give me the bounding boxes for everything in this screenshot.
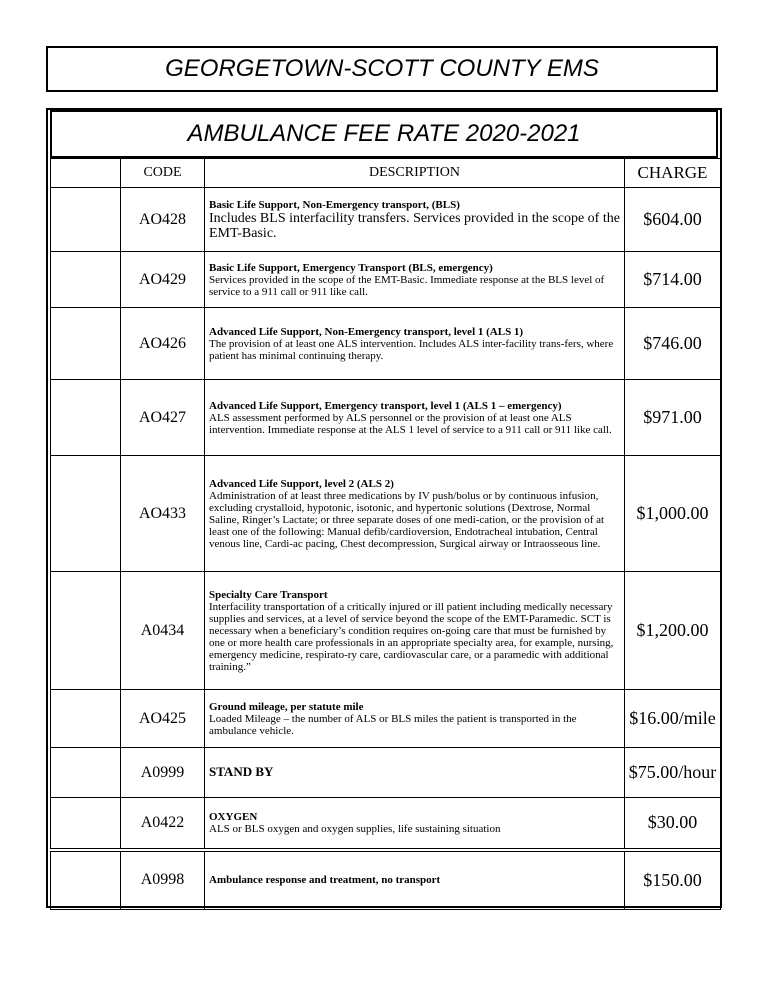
description-heading: Advanced Life Support, Emergency transport, level 1 (ALS 1 – emergency) <box>209 399 562 412</box>
description-cell <box>205 188 625 252</box>
code-cell: AO429 <box>121 252 205 308</box>
charge-cell: $1,000.00 <box>625 456 721 572</box>
charge-cell: $746.00 <box>625 308 721 380</box>
blank-cell <box>51 188 121 252</box>
description-heading: Basic Life Support, Emergency Transport (BLS, emergency) <box>209 261 493 274</box>
code-cell: AO433 <box>121 456 205 572</box>
blank-cell <box>51 572 121 690</box>
code-cell: A0999 <box>121 748 205 798</box>
table-row <box>51 850 721 910</box>
table-row <box>51 456 721 572</box>
charge-cell: $150.00 <box>625 850 721 910</box>
fee-table-frame <box>46 108 722 908</box>
charge-header: CHARGE <box>625 159 721 188</box>
description-cell <box>205 380 625 456</box>
table-row <box>51 748 721 798</box>
description-body: ALS or BLS oxygen and oxygen supplies, life sustaining situation <box>209 822 501 835</box>
description-heading: Ground mileage, per statute mile <box>209 700 364 713</box>
table-row <box>51 308 721 380</box>
description-heading: Ambulance response and treatment, no transport <box>209 874 441 887</box>
blank-header-cell <box>51 159 121 188</box>
blank-cell <box>51 308 121 380</box>
charge-cell: $604.00 <box>625 188 721 252</box>
description-cell <box>205 748 625 798</box>
code-cell: A0434 <box>121 572 205 690</box>
header-row <box>51 159 721 188</box>
description-cell <box>205 456 625 572</box>
charge-cell: $16.00/mile <box>625 690 721 748</box>
blank-cell <box>51 748 121 798</box>
description-body: Interfacility transportation of a critically injured or ill patient including medically necessary supplies and services, at a level of service beyond the scope of the EMT-Paramedic. SCT is necessary when a beneficiary’s condition requires on-going care that must be furnished by one or more health care professionals in an appropriate specialty area, for example, nursing, emergency medicine, respirato-ry care, cardiovascular care, or a paramedic with additional training.” <box>209 600 614 673</box>
charge-cell: $30.00 <box>625 798 721 850</box>
code-cell: A0422 <box>121 798 205 850</box>
table-row <box>51 572 721 690</box>
description-cell <box>205 690 625 748</box>
fee-table <box>50 158 721 910</box>
blank-cell <box>51 690 121 748</box>
table-row <box>51 798 721 850</box>
description-heading: Advanced Life Support, level 2 (ALS 2) <box>209 477 394 490</box>
description-cell <box>205 798 625 850</box>
description-body: Services provided in the scope of the EMT-Basic. Immediate response at the BLS level of service to a 911 call or 911 like call. <box>209 273 605 298</box>
table-row <box>51 188 721 252</box>
description-heading: Advanced Life Support, Non-Emergency transport, level 1 (ALS 1) <box>209 325 524 338</box>
description-cell <box>205 850 625 910</box>
description-body: The provision of at least one ALS intervention. Includes ALS inter-facility trans-fers, where patient has minimal continuing therapy. <box>209 337 614 362</box>
blank-cell <box>51 380 121 456</box>
description-cell <box>205 572 625 690</box>
charge-cell: $714.00 <box>625 252 721 308</box>
blank-cell <box>51 798 121 850</box>
org-title-box <box>46 46 718 92</box>
code-cell: AO426 <box>121 308 205 380</box>
code-cell: A0998 <box>121 850 205 910</box>
code-cell: AO428 <box>121 188 205 252</box>
description-heading: Specialty Care Transport <box>209 588 328 601</box>
code-cell: AO425 <box>121 690 205 748</box>
fee-title-box <box>50 110 718 158</box>
table-row <box>51 690 721 748</box>
blank-cell <box>51 456 121 572</box>
description-cell <box>205 308 625 380</box>
blank-cell <box>51 252 121 308</box>
description-heading: STAND BY <box>209 764 274 779</box>
description-body: Includes BLS interfacility transfers. Services provided in the scope of the EMT-Basic. <box>209 210 620 241</box>
description-heading: OXYGEN <box>209 810 258 823</box>
charge-cell: $75.00/hour <box>625 748 721 798</box>
description-body: Loaded Mileage – the number of ALS or BLS miles the patient is transported in the ambulance vehicle. <box>209 712 577 737</box>
description-body: ALS assessment performed by ALS personnel or the provision of at least one ALS intervention. Immediate response at the ALS 1 level of service to a 911 call or 911 like call. <box>209 411 612 436</box>
table-row <box>51 252 721 308</box>
code-cell: AO427 <box>121 380 205 456</box>
description-header: DESCRIPTION <box>205 159 625 188</box>
table-row <box>51 380 721 456</box>
charge-cell: $971.00 <box>625 380 721 456</box>
description-heading: Basic Life Support, Non-Emergency transport, (BLS) <box>209 198 460 211</box>
fee-title: AMBULANCE FEE RATE 2020-2021 <box>187 120 581 147</box>
code-header: CODE <box>121 159 205 188</box>
blank-cell <box>51 850 121 910</box>
org-title: GEORGETOWN-SCOTT COUNTY EMS <box>165 55 599 82</box>
charge-cell: $1,200.00 <box>625 572 721 690</box>
description-body: Administration of at least three medications by IV push/bolus or by continuous infusion, excluding crystalloid, hypotonic, isotonic, and hypertonic solutions (Dextrose, Normal Saline, Ringer’s Lactate; or three separate doses of one medi-cation, or the provision of at least one of the following: Manual defib/cardioversion, Endotracheal intubation, Central venous line, Cardi-ac pacing, Chest decompression, Surgical airway or Intraosseous line. <box>209 489 605 550</box>
description-cell <box>205 252 625 308</box>
